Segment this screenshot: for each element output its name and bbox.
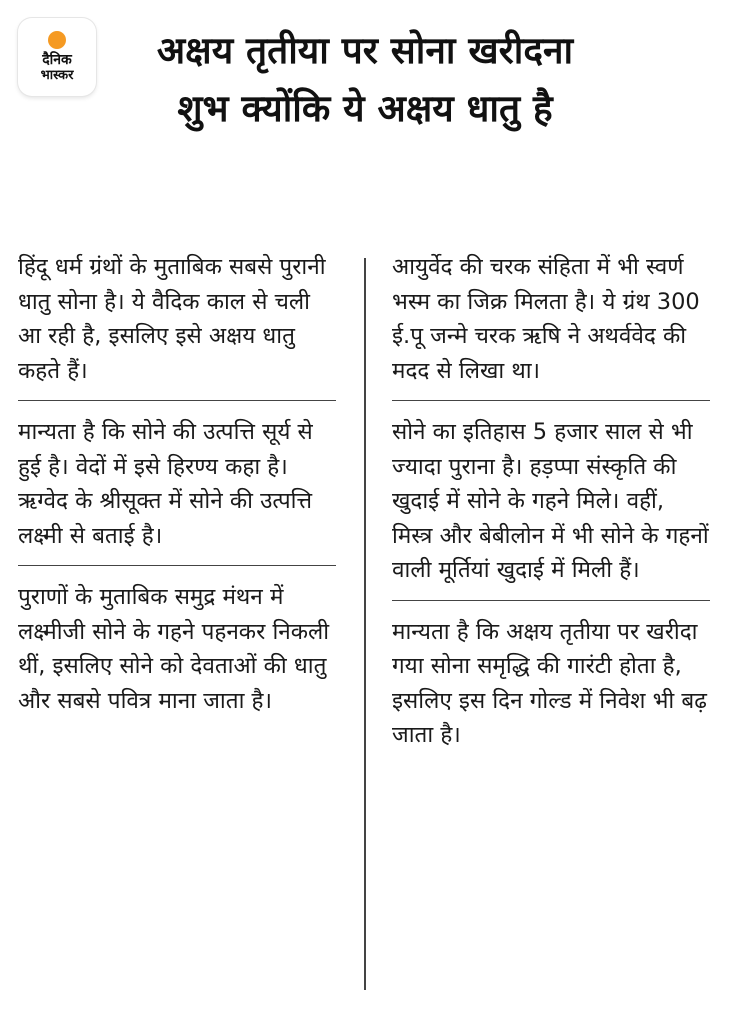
logo-line-1: दैनिक xyxy=(42,52,72,68)
sun-icon xyxy=(48,31,66,49)
fact-card: सोने का इतिहास 5 हजार साल से भी ज्यादा पुराना है। हड़प्पा संस्कृति की खुदाई में सोने के गहने मिले। वहीं, मिस्त्र और बेबीलोन में भी सोने के गहनों वाली मूर्तियां खुदाई में मिली हैं। xyxy=(392,411,710,601)
column-divider xyxy=(364,258,366,990)
fact-card: हिंदू धर्म ग्रंथों के मुताबिक सबसे पुरानी धातु सोना है। ये वैदिक काल से चली आ रही है, इसलिए इसे अक्षय धातु कहते हैं। xyxy=(18,246,336,401)
left-column xyxy=(18,246,336,740)
fact-card: पुराणों के मुताबिक समुद्र मंथन में लक्ष्मीजी सोने के गहने पहनकर निकली थीं, इसलिए सोने को देवताओं की धातु और सबसे पवित्र माना जाता है। xyxy=(18,584,330,714)
fact-card: आयुर्वेद की चरक संहिता में भी स्वर्ण भस्म का जिक्र मिलता है। ये ग्रंथ 300 ई.पू जन्मे चरक ऋषि ने अथर्ववेद की मदद से लिखा था। xyxy=(392,246,710,401)
fact-card: मान्यता है कि अक्षय तृतीया पर खरीदा गया सोना समृद्धि की गारंटी होता है, इसलिए इस दिन गोल्ड में निवेश भी बढ़ जाता है। xyxy=(392,618,707,748)
fact-card: मान्यता है कि सोने की उत्पत्ति सूर्य से हुई है। वेदों में इसे हिरण्य कहा है। ऋग्वेद के श्रीसूक्त में सोने की उत्पत्ति लक्ष्मी से बताई है। xyxy=(18,411,336,566)
page-title: अक्षय तृतीया पर सोना खरीदना शुभ क्योंकि ये अक्षय धातु है xyxy=(156,29,574,130)
logo-line-2: भास्कर xyxy=(40,68,74,83)
right-column xyxy=(392,246,710,775)
dainik-bhaskar-logo xyxy=(18,18,96,96)
